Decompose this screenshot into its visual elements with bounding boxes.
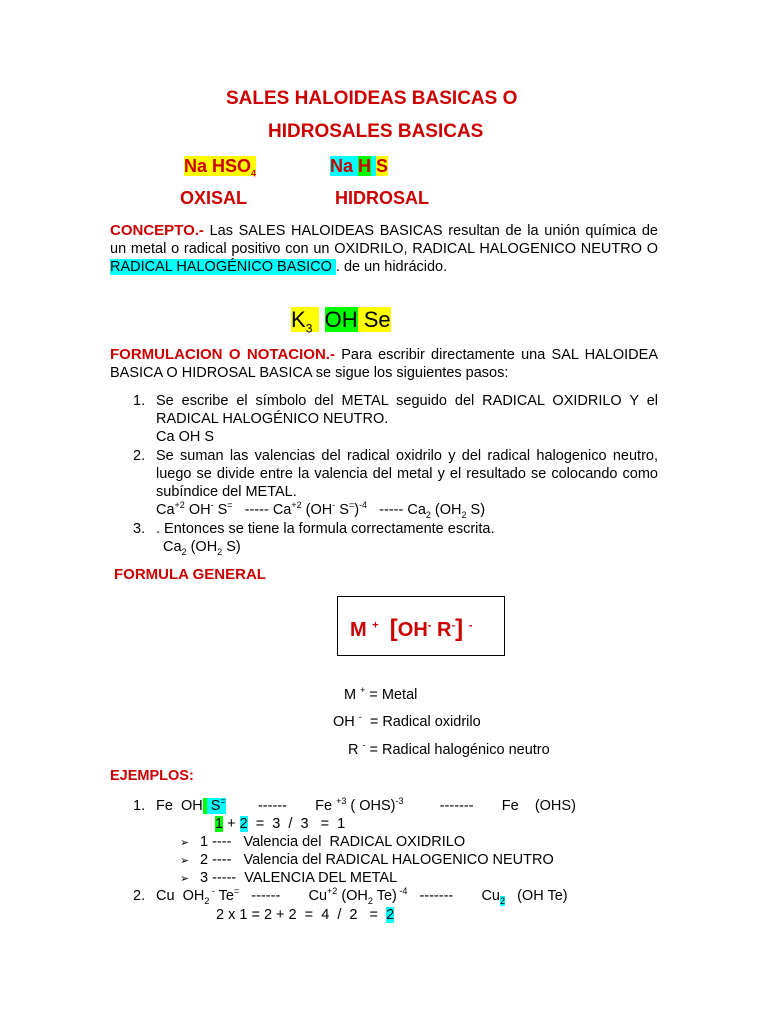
example-2-number: 2. [133, 888, 146, 904]
title-line-2: HIDROSALES BASICAS [268, 121, 484, 142]
legend-oxidrilo: OH - = Radical oxidrilo [333, 712, 481, 730]
example-2-calculation: 2 x 1 = 2 + 2 = 4 / 2 = 2 [216, 907, 395, 923]
title-line-1: SALES HALOIDEAS BASICAS O [226, 88, 518, 109]
example-2-formula: Cu $OH_2$ - Te= ------ $Cu^{+2}$ ($OH_2$ Te) $^{-4}$ ------- $Cu_2$ (OH Te) [156, 886, 568, 906]
example-1-formula: Fe OH S= ------ Fe $^{+3}$ ( OHS)$^{-3}$ ------- Fe (OHS) [156, 796, 576, 814]
hidrosal-label: HIDROSAL [335, 188, 429, 208]
ejemplos-heading: EJEMPLOS: [110, 768, 194, 784]
step-1-formula: Ca OH S [156, 429, 215, 445]
oxisal-formula: Na $HSO_4$ [184, 156, 257, 179]
formulacion-paragraph: FORMULACION O NOTACION.- Para escribir directamente una SAL HALOIDEA BASICA O HIDROSAL BASICA se sigue los siguientes pasos: [110, 346, 658, 381]
step-3-number: 3. [133, 521, 146, 537]
arrow-bullet-icon: ➢ [180, 873, 190, 885]
bullet-item-2: ➢ 2 ---- Valencia del RADICAL HALOGENICO NEUTRO [180, 852, 554, 868]
oxisal-label: OXISAL [180, 188, 248, 208]
step-2-formula: $Ca^{+2}$ OH- S= ----- $Ca^{+2}$ (OH- S=)$^{-4}$ ----- $Ca_2$ ($OH_2$ S) [156, 500, 486, 520]
formula-general-box [337, 596, 505, 656]
example-1-number: 1. [133, 798, 146, 814]
step-3-formula: $Ca_2$ ($OH_2$ S) [163, 539, 241, 557]
legend-radical: R - = Radical halogénico neutro [348, 740, 550, 758]
step-3-text: . Entonces se tiene la formula correctamente escrita. [156, 521, 495, 537]
example-1-calculation: 1 + 2 = 3 / 3 = 1 [215, 816, 346, 832]
bullet-item-3: ➢ 3 ----- VALENCIA DEL METAL [180, 870, 398, 886]
step-2-text: Se suman las valencias del radical oxidrilo y del radical halogenico neutro, luego se divide entre la valencia del metal y el resultado se colocando como subíndice del METAL. [156, 448, 658, 500]
step-1-number: 1. [133, 393, 146, 409]
example-formula: $K_3$ OH Se [291, 307, 391, 336]
step-1-text: Se escribe el símbolo del METAL seguido del RADICAL OXIDRILO Y el RADICAL HALOGÉNICO NEUTRO. [156, 393, 658, 427]
legend-metal: M + = Metal [344, 685, 418, 703]
formula-general-expression: M + [OH- R-] - [350, 615, 473, 642]
step-2-number: 2. [133, 448, 146, 464]
hidrosal-formula: Na H S [330, 156, 389, 176]
arrow-bullet-icon: ➢ [180, 855, 190, 867]
bullet-item-1: ➢ 1 ---- Valencia del RADICAL OXIDRILO [180, 834, 466, 850]
concepto-paragraph: CONCEPTO.- Las SALES HALOIDEAS BASICAS resultan de la unión química de un metal o radical positivo con un OXIDRILO, RADICAL HALOGENICO NEUTRO O RADICAL HALOGÉNICO BASICO . de un hidrácido. [110, 222, 658, 275]
arrow-bullet-icon: ➢ [180, 837, 190, 849]
formula-general-heading: FORMULA GENERAL [114, 566, 266, 583]
